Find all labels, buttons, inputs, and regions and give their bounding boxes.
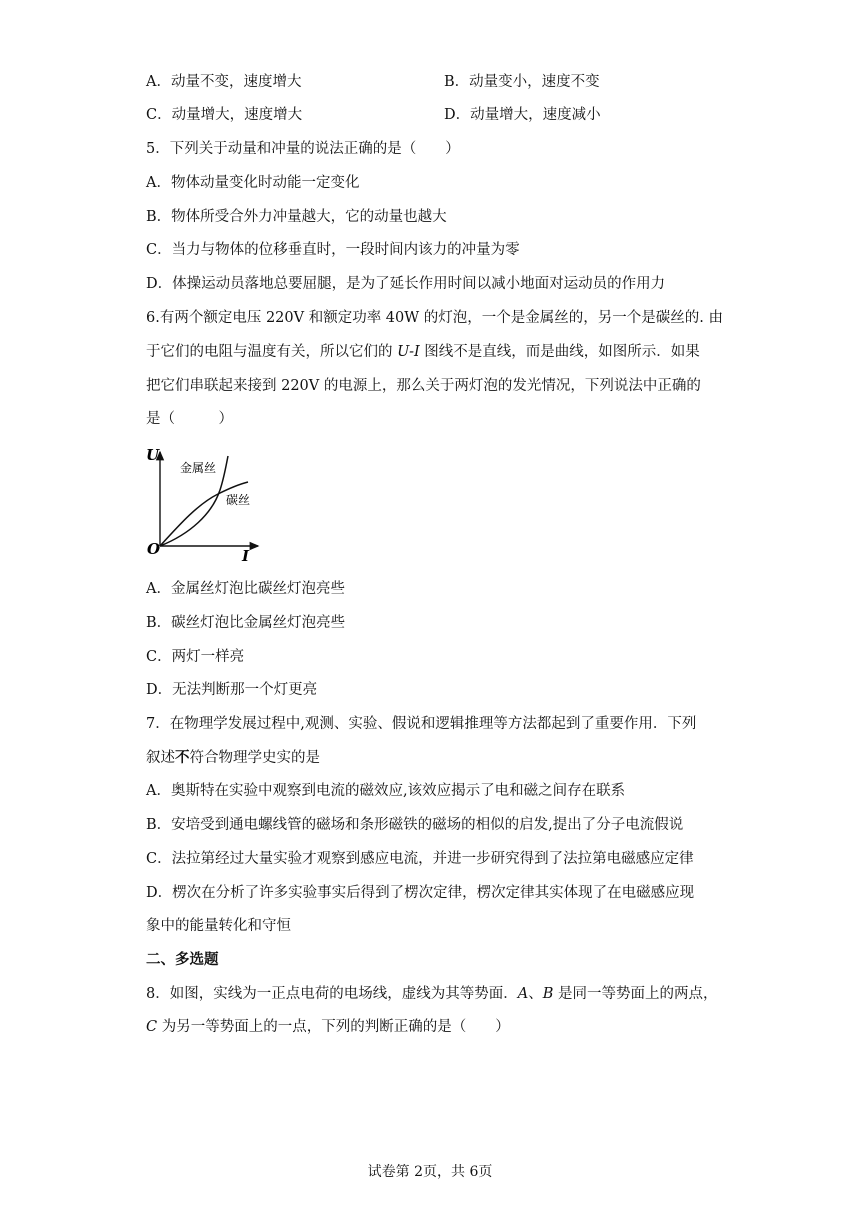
q6-stem-text: 图线不是直线，而是曲线，如图所示．如果 xyxy=(419,344,700,360)
q8-stem-line-1 xyxy=(146,984,717,1004)
q6-stem-line-3: 把它们串联起来接到 220V 的电源上，那么关于两灯泡的发光情况，下列说法中正确的 xyxy=(146,378,701,394)
q4-option-d: D．动量增大，速度减小 xyxy=(444,107,601,123)
q6-option-a: A．金属丝灯泡比碳丝灯泡亮些 xyxy=(146,581,345,597)
q5-stem: 5．下列关于动量和冲量的说法正确的是（ ） xyxy=(146,141,460,157)
origin-label: O xyxy=(147,540,161,558)
q4-option-a: A．动量不变，速度增大 xyxy=(146,74,302,90)
q7-stem-text: 符合物理学史实的是 xyxy=(189,750,320,766)
q7-option-d-line-2: 象中的能量转化和守恒 xyxy=(146,918,291,934)
u-axis-label: U xyxy=(146,446,160,464)
carbon-filament-curve xyxy=(160,482,251,546)
metal-filament-label: 金属丝 xyxy=(180,461,217,475)
q4-option-c: C．动量增大，速度增大 xyxy=(146,107,303,123)
q5-option-a: A．物体动量变化时动能一定变化 xyxy=(146,175,360,191)
carbon-filament-label: 碳丝 xyxy=(226,493,251,507)
section-heading-multiple-choice: 二、多选题 xyxy=(146,952,219,968)
q8-stem-text: 8．如图，实线为一正点电荷的电场线，虚线为其等势面． xyxy=(146,986,518,1002)
q7-stem-line-2 xyxy=(146,748,320,768)
q6-option-d: D．无法判断那一个灯更亮 xyxy=(146,682,318,698)
q8-stem-text: 是同一等势面上的两点， xyxy=(553,986,718,1002)
q6-option-c: C．两灯一样亮 xyxy=(146,649,245,665)
q5-option-d: D．体操运动员落地总要屈腿，是为了延长作用时间以减小地面对运动员的作用力 xyxy=(146,276,666,292)
q7-stem-text: 叙述 xyxy=(146,750,175,766)
q7-option-b: B．安培受到通电螺线管的磁场和条形磁铁的磁场的相似的启发,提出了分子电流假说 xyxy=(146,817,684,833)
q8-point-c: C xyxy=(146,1019,158,1035)
q8-point-b: B xyxy=(542,986,554,1002)
q6-ui-symbol: U-I xyxy=(397,344,420,360)
q8-separator: 、 xyxy=(528,986,543,1002)
q7-stem-line-1: 7．在物理学发展过程中,观测、实验、假说和逻辑推理等方法都起到了重要作用．下列 xyxy=(146,716,697,732)
q4-option-b: B．动量变小，速度不变 xyxy=(444,74,600,90)
q7-option-d-line-1: D．楞次在分析了许多实验事实后得到了楞次定律，楞次定律其实体现了在电磁感应现 xyxy=(146,885,695,901)
ui-curve-figure xyxy=(140,444,280,564)
i-axis-label: I xyxy=(242,547,250,564)
q5-option-c: C．当力与物体的位移垂直时，一段时间内该力的冲量为零 xyxy=(146,242,520,258)
q7-option-c: C．法拉第经过大量实验才观察到感应电流，并进一步研究得到了法拉第电磁感应定律 xyxy=(146,851,694,867)
q7-emphasis-not: 不 xyxy=(175,749,190,766)
q6-stem-line-1: 6.有两个额定电压 220V 和额定功率 40W 的灯泡，一个是金属丝的，另一个是碳丝的. 由 xyxy=(146,310,723,326)
q8-stem-text: 为另一等势面上的一点，下列的判断正确的是（ ） xyxy=(157,1019,510,1035)
q6-stem-text: 于它们的电阻与温度有关，所以它们的 xyxy=(146,344,398,360)
q8-point-a: A xyxy=(517,986,529,1002)
q8-stem-line-2 xyxy=(146,1017,510,1037)
q7-option-a: A．奥斯特在实验中观察到电流的磁效应,该效应揭示了电和磁之间存在联系 xyxy=(146,783,626,799)
q6-stem-line-4: 是（ ） xyxy=(146,411,233,427)
q5-option-b: B．物体所受合外力冲量越大，它的动量也越大 xyxy=(146,209,447,225)
q6-stem-line-2 xyxy=(146,342,700,362)
page-footer: 试卷第 2页，共 6页 xyxy=(367,1164,493,1180)
q6-option-b: B．碳丝灯泡比金属丝灯泡亮些 xyxy=(146,615,346,631)
